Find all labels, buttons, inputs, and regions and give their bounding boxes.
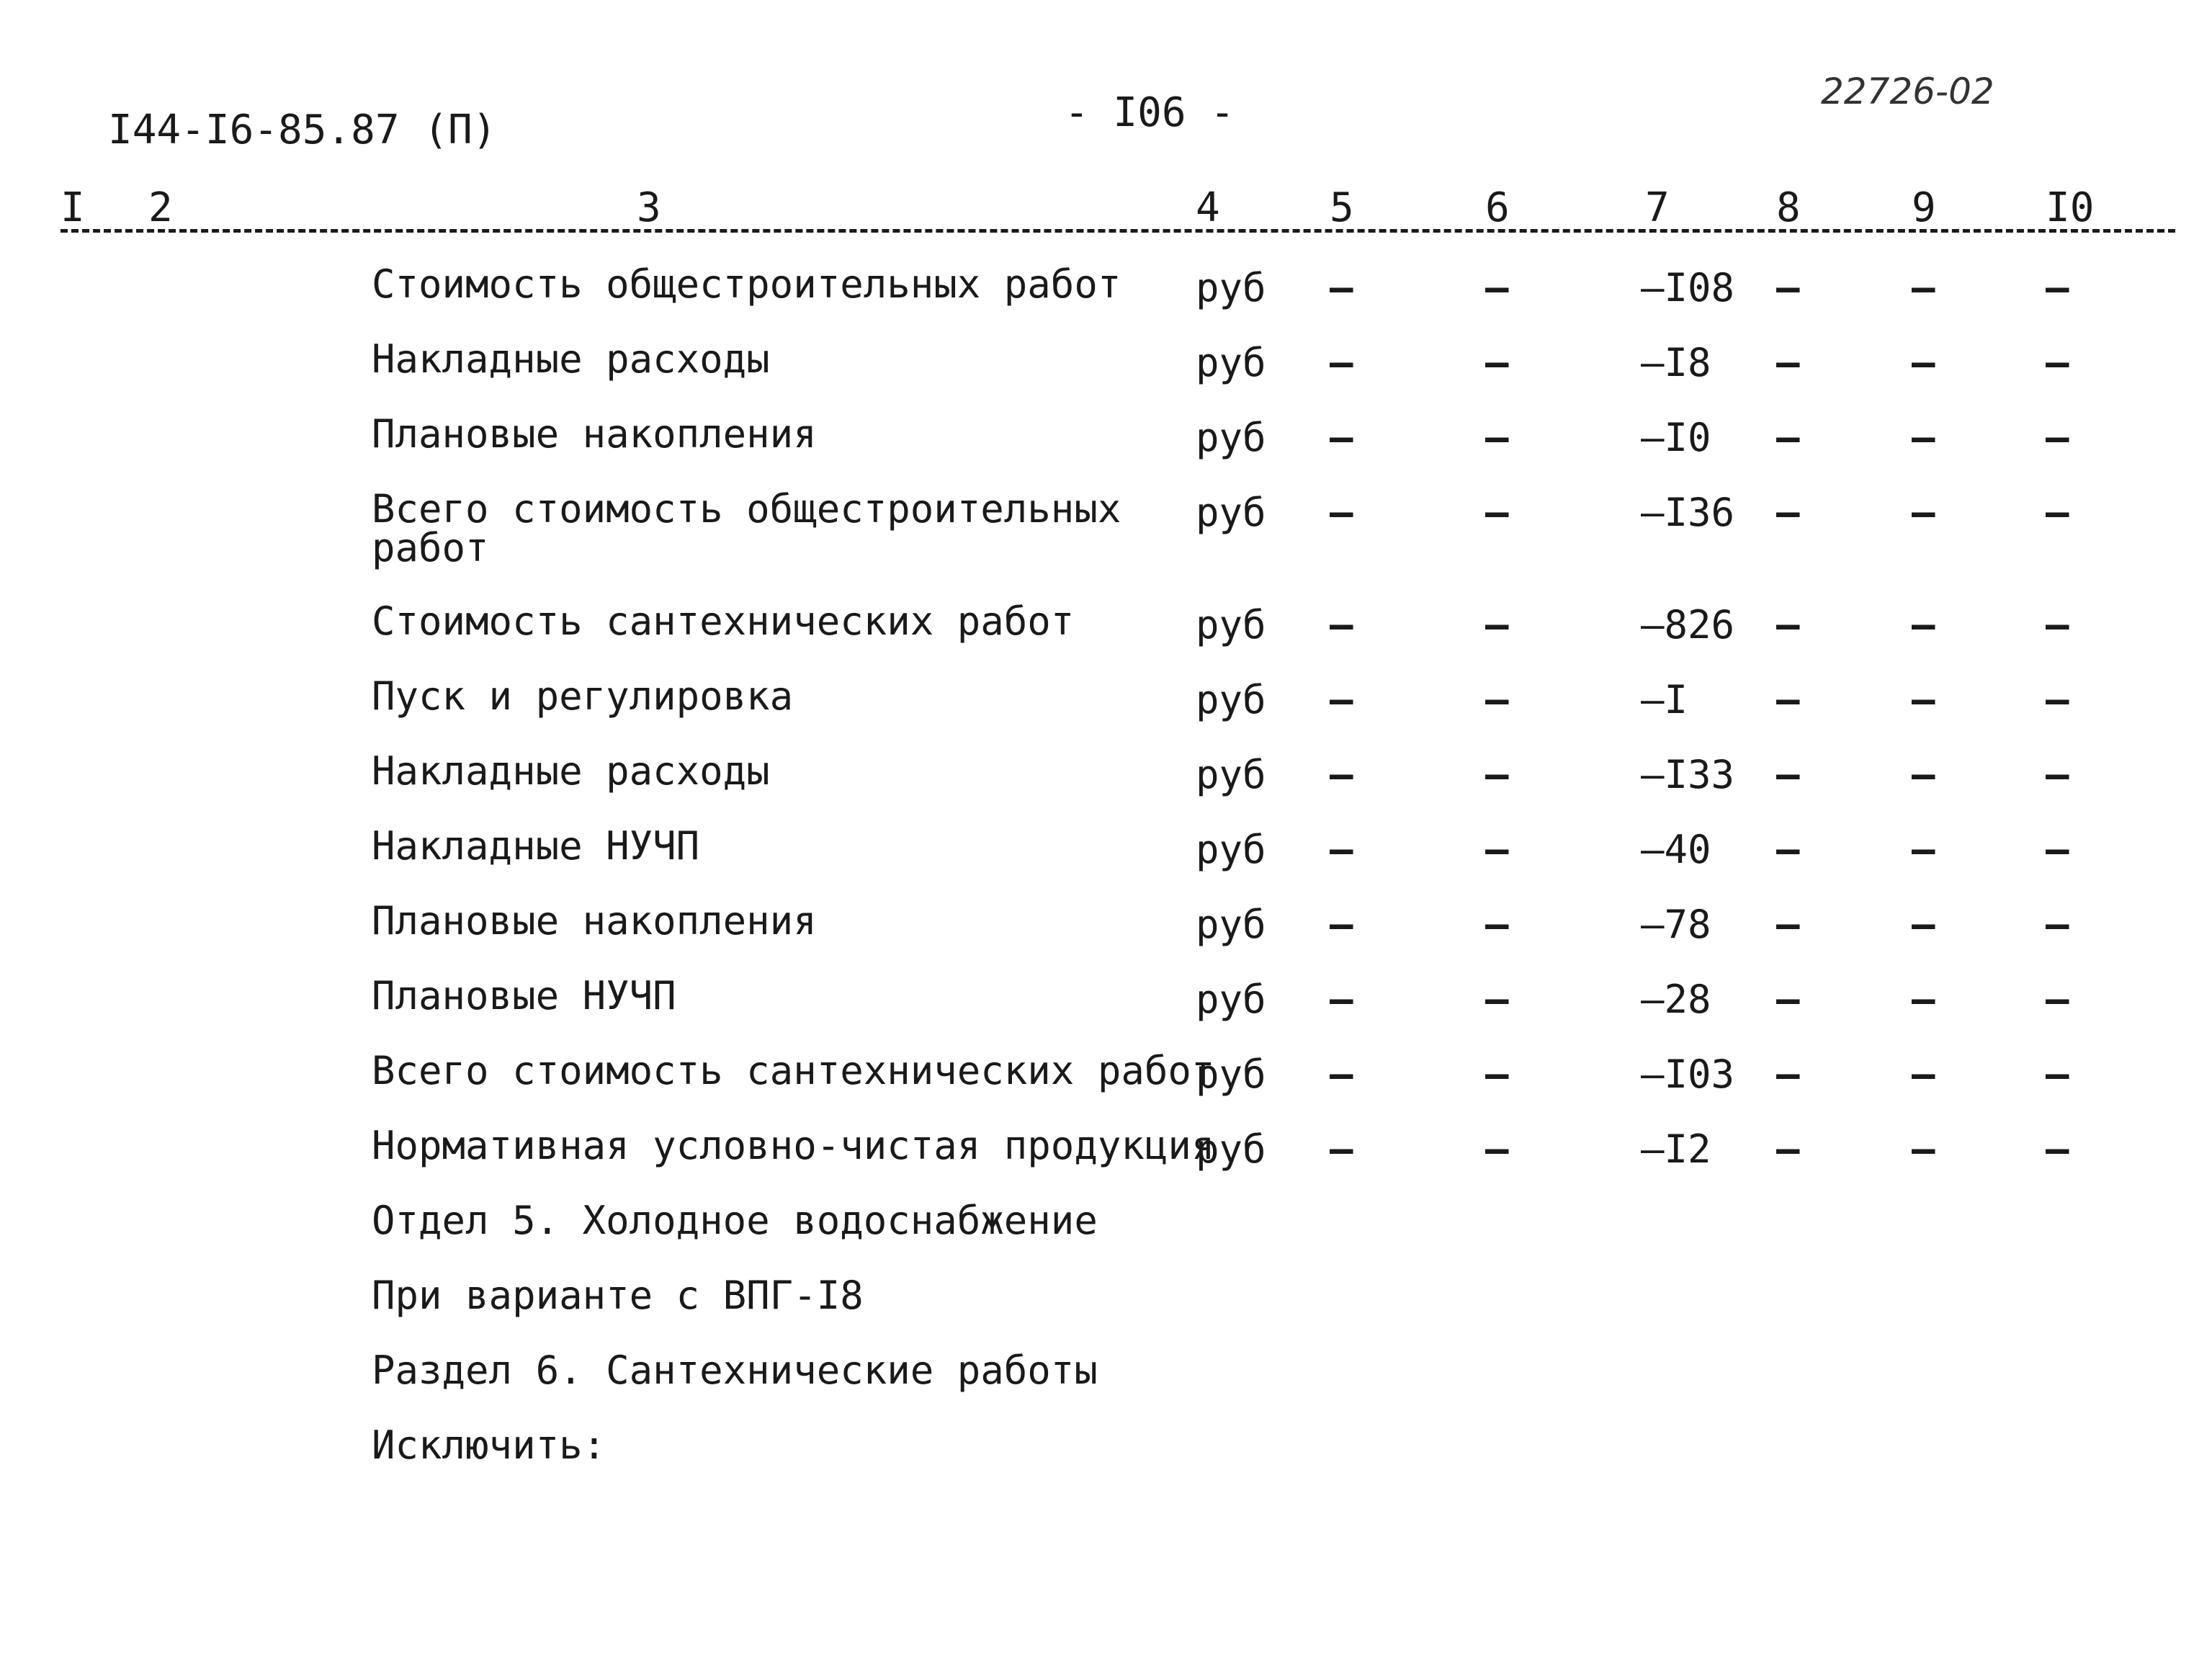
row-col6: – [1485,827,1509,872]
row-col9: – [1912,340,1935,385]
row-col6: – [1485,265,1509,310]
row-description: Нормативная условно-чистая продукция [372,1123,1215,1168]
row-col7: –I08 [1641,265,1735,310]
row-unit: руб [1196,902,1266,947]
row-col8: – [1776,490,1800,535]
row-col6: – [1485,602,1509,647]
page-number: - I06 - [1065,89,1235,136]
row-description: Пуск и регулировка [372,673,794,719]
row-col6: – [1485,1052,1509,1097]
row-col8: – [1776,415,1800,460]
row-col10: – [2046,1052,2069,1097]
header-divider [61,229,2175,233]
row-col5: – [1330,490,1353,535]
row-col10: – [2046,265,2069,310]
row-description: Плановые НУЧП [372,973,676,1018]
row-col9: – [1912,677,1935,722]
row-col10: – [2046,340,2069,385]
variant-line: При варианте с ВПГ-I8 [372,1273,864,1318]
row-col9: – [1912,265,1935,310]
row-col8: – [1776,827,1800,872]
row-col9: – [1912,602,1935,647]
row-col7: –78 [1641,902,1711,947]
row-col10: – [2046,602,2069,647]
row-col5: – [1330,902,1353,947]
row-col9: – [1912,1126,1935,1172]
section-heading: Отдел 5. Холодное водоснабжение [372,1198,1098,1243]
row-col8: – [1776,1052,1800,1097]
column-header: 7 [1645,184,1670,231]
row-col8: – [1776,752,1800,797]
row-col10: – [2046,977,2069,1022]
column-header: 8 [1776,184,1801,231]
row-col7: –826 [1641,602,1735,647]
row-unit: руб [1196,1052,1266,1097]
row-col10: – [2046,1126,2069,1172]
row-unit: руб [1196,602,1266,647]
document-code: I44-I6-85.87 (П) [108,107,497,153]
column-header: 9 [1912,184,1936,231]
row-description: Накладные расходы [372,748,770,794]
row-col9: – [1912,902,1935,947]
row-col8: – [1776,602,1800,647]
row-col5: – [1330,265,1353,310]
row-col7: –I8 [1641,340,1711,385]
row-col7: –I [1641,677,1688,722]
row-unit: руб [1196,340,1266,385]
row-col9: – [1912,827,1935,872]
row-col9: – [1912,977,1935,1022]
row-col5: – [1330,1126,1353,1172]
row-unit: руб [1196,415,1266,460]
column-header: 6 [1485,184,1510,231]
row-unit: руб [1196,490,1266,535]
row-col8: – [1776,1126,1800,1172]
row-description: Стоимость общестроительных работ [372,261,1121,307]
row-description: Плановые накопления [372,411,817,457]
section-heading: Раздел 6. Сантехнические работы [372,1348,1098,1393]
row-col5: – [1330,1052,1353,1097]
row-col7: –40 [1641,827,1711,872]
row-col5: – [1330,977,1353,1022]
row-col6: – [1485,977,1509,1022]
column-header: I0 [2046,184,2095,231]
row-col5: – [1330,827,1353,872]
row-col9: – [1912,490,1935,535]
row-col8: – [1776,265,1800,310]
row-description: Плановые накопления [372,898,817,944]
row-col5: – [1330,752,1353,797]
row-col6: – [1485,677,1509,722]
row-col10: – [2046,415,2069,460]
row-description: Накладные расходы [372,336,770,382]
row-unit: руб [1196,265,1266,310]
row-col7: –I33 [1641,752,1735,797]
row-description: Всего стоимость сантехнических работ [372,1048,1215,1093]
row-col9: – [1912,415,1935,460]
row-col7: –28 [1641,977,1711,1022]
row-col7: –I0 [1641,415,1711,460]
row-col10: – [2046,490,2069,535]
row-col8: – [1776,340,1800,385]
row-col10: – [2046,677,2069,722]
row-col6: – [1485,752,1509,797]
row-col7: –I2 [1641,1126,1711,1172]
row-col6: – [1485,1126,1509,1172]
row-unit: руб [1196,827,1266,872]
row-col10: – [2046,827,2069,872]
column-header: 5 [1330,184,1354,231]
row-col9: – [1912,1052,1935,1097]
row-col5: – [1330,415,1353,460]
row-description-continuation: работ [372,525,489,570]
row-description: Всего стоимость общестроительных [372,486,1121,532]
row-description: Стоимость сантехнических работ [372,599,1075,644]
row-unit: руб [1196,752,1266,797]
column-header: 3 [637,184,661,231]
row-col5: – [1330,340,1353,385]
row-col8: – [1776,902,1800,947]
row-col7: –I36 [1641,490,1735,535]
row-unit: руб [1196,977,1266,1022]
row-unit: руб [1196,677,1266,722]
row-col7: –I03 [1641,1052,1735,1097]
column-header: I [61,184,85,231]
row-col8: – [1776,977,1800,1022]
column-header: 2 [148,184,173,231]
row-col10: – [2046,752,2069,797]
row-col6: – [1485,415,1509,460]
archive-stamp: 22726-02 [1821,71,1994,112]
row-col8: – [1776,677,1800,722]
row-col9: – [1912,752,1935,797]
exclude-label: Исключить: [372,1422,606,1468]
row-col6: – [1485,490,1509,535]
row-description: Накладные НУЧП [372,823,700,869]
row-col5: – [1330,677,1353,722]
row-col6: – [1485,340,1509,385]
row-col6: – [1485,902,1509,947]
row-unit: руб [1196,1126,1266,1172]
row-col5: – [1330,602,1353,647]
row-col10: – [2046,902,2069,947]
column-header: 4 [1196,184,1220,231]
